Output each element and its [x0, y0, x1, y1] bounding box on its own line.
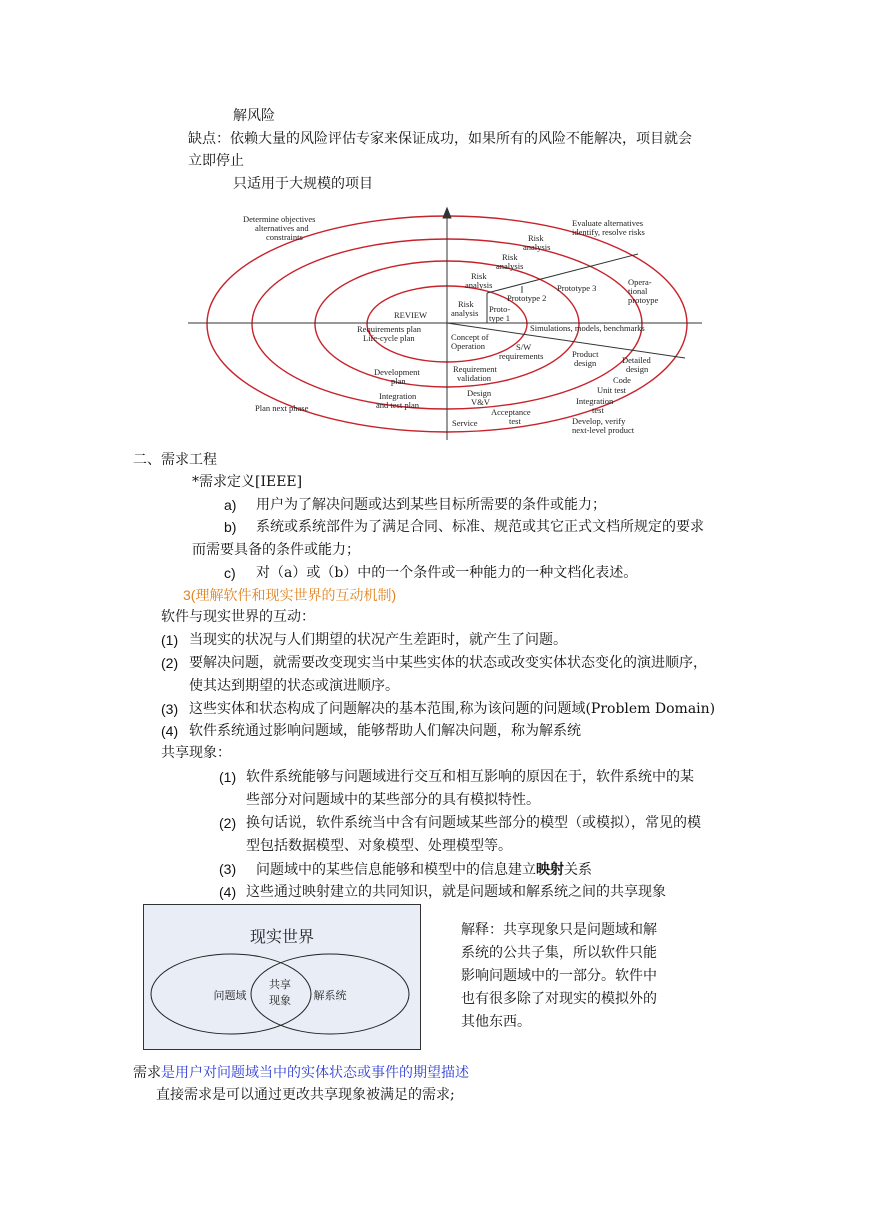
text-drawback: 缺点：依赖大量的风险评估专家来保证成功，如果所有的风险不能解决，项目就会 [188, 131, 692, 147]
venn-center-label-1: 共享 [269, 978, 291, 991]
requirement-definition [133, 1063, 469, 1083]
text-large-projects: 只适用于大规模的项目 [233, 176, 373, 192]
label-detailed-design: Detailed design [622, 355, 651, 374]
label-risk-1: Risk analysis [523, 233, 551, 252]
label-develop-verify: Develop, verify next-level product [572, 416, 635, 435]
shared-3-text [256, 859, 592, 880]
item-2-label: (2) [161, 655, 179, 671]
label-service: Service [452, 418, 478, 428]
item-1-text: 当现实的状况与人们期望的状况产生差距时，就产生了问题。 [189, 632, 567, 648]
shared-3-text-c: 关系 [564, 862, 592, 878]
explain-line-5: 其他东西。 [461, 1014, 531, 1030]
shared-title: 共享现象： [161, 745, 231, 761]
explain-line-3: 影响问题域中的一部分。软件中 [461, 968, 657, 984]
label-prototype-3: Prototype 3 [557, 283, 597, 293]
shared-1-text: 软件系统能够与问题域进行交互和相互影响的原因在于，软件系统中的某 [246, 769, 694, 785]
item-3-label: (3) [161, 701, 179, 717]
label-code: Code [613, 375, 631, 385]
label-development-plan: Development plan [374, 367, 420, 386]
definition-title: *需求定义[IEEE] [192, 474, 303, 490]
explain-line-1: 解释：共享现象只是问题域和解 [461, 922, 657, 938]
label-sw-requirements: S/W requirements [499, 342, 544, 361]
section-heading: 二、需求工程 [133, 452, 217, 468]
shared-3-mapping: 映射 [536, 861, 564, 877]
shared-1-label: (1) [219, 769, 237, 785]
label-integration-plan: Integration and test plan [376, 391, 419, 410]
label-risk-3: Risk analysis [465, 271, 493, 290]
req-word: 需求 [133, 1065, 161, 1081]
label-concept: Concept of Operation [451, 332, 489, 351]
label-risk-4: Risk analysis [451, 299, 479, 318]
label-requirement-validation: Requirement validation [453, 364, 497, 383]
label-design-vv: Design V&V [467, 388, 492, 407]
def-b-text: 系统或系统部件为了满足合同、标准、规范或其它正式文档所规定的要求 [256, 519, 704, 535]
shared-3-label: (3) [219, 861, 237, 877]
shared-2-label: (2) [219, 815, 237, 831]
def-c-label: c) [224, 565, 236, 581]
text-risk-resolve: 解风险 [233, 108, 275, 124]
label-review: REVIEW [394, 310, 428, 320]
venn-title: 现实世界 [249, 927, 315, 946]
explain-line-4: 也有很多除了对现实的模拟外的 [461, 991, 657, 1007]
shared-4-text: 这些通过映射建立的共同知识，就是问题域和解系统之间的共享现象 [246, 884, 666, 900]
def-a-text: 用户为了解决问题或达到某些目标所需要的条件或能力； [256, 497, 606, 513]
def-b-text-cont: 而需要具备的条件或能力； [192, 542, 360, 558]
shared-1-text-cont: 些部分对问题域中的某些部分的具有模拟特性。 [246, 792, 540, 808]
label-evaluate: Evaluate alternatives identify, resolve risks [572, 218, 645, 237]
label-determine: Determine objectives alternatives and constraints [243, 214, 316, 242]
interaction-title: 软件与现实世界的互动： [161, 609, 315, 625]
label-plan-next-phase: Plan next phase [255, 403, 309, 413]
label-acceptance-test: Acceptance test [491, 407, 531, 426]
label-integration-test: Integration test [576, 396, 614, 415]
def-a-label: a) [224, 497, 237, 513]
venn-center-label-2: 现象 [269, 994, 291, 1007]
item-4-text: 软件系统通过影响问题域，能够帮助人们解决问题，称为解系统 [189, 723, 581, 739]
item-3-text: 这些实体和状态构成了问题解决的基本范围,称为该问题的问题域(Problem Domain) [189, 701, 716, 717]
label-risk-2: Risk analysis [496, 252, 524, 271]
direct-requirement: 直接需求是可以通过更改共享现象被满足的需求; [156, 1087, 455, 1103]
item-2-text-cont: 使其达到期望的状态或演进顺序。 [189, 678, 399, 694]
spiral-model-diagram [180, 200, 710, 450]
axis-arrow [443, 208, 451, 218]
shared-3-text-a: 问题域中的某些信息能够和模型中的信息建立 [256, 862, 536, 878]
label-unit-test: Unit test [597, 385, 627, 395]
def-c-text: 对（a）或（b）中的一个条件或一种能力的一种文档化表述。 [256, 565, 638, 581]
label-prototype-1: Proto-type 1 [489, 304, 511, 323]
text-drawback-cont: 立即停止 [188, 153, 244, 169]
explain-line-2: 系统的公共子集，所以软件只能 [461, 945, 657, 961]
item-2-text: 要解决问题，就需要改变现实当中某些实体的状态或改变实体状态变化的演进顺序， [189, 655, 707, 671]
def-b-label: b) [224, 519, 237, 535]
req-definition-highlight: 是用户对问题域当中的实体状态或事件的期望描述 [161, 1065, 469, 1081]
shared-4-label: (4) [219, 884, 237, 900]
label-requirements-plan: Requirements plan Life-cycle plan [357, 324, 421, 343]
shared-2-text-cont: 型包括数据模型、对象模型、处理模型等。 [246, 838, 512, 854]
shared-2-text: 换句话说，软件系统当中含有问题域某些部分的模型（或模拟），常见的模 [246, 815, 701, 831]
label-operational: Opera-tional protoype [628, 277, 659, 305]
item-1-label: (1) [161, 632, 179, 648]
label-prototype-2: Prototype 2 [507, 293, 547, 303]
label-simulations: Simulations, models, benchmarks [530, 323, 645, 333]
venn-right-label: 解系统 [313, 989, 347, 1002]
venn-diagram [143, 904, 421, 1050]
venn-left-label: 问题域 [213, 989, 247, 1002]
orange-subtitle: 3(理解软件和现实世界的互动机制) [183, 587, 397, 603]
label-product-design: Product design [572, 349, 599, 368]
item-4-label: (4) [161, 723, 179, 739]
